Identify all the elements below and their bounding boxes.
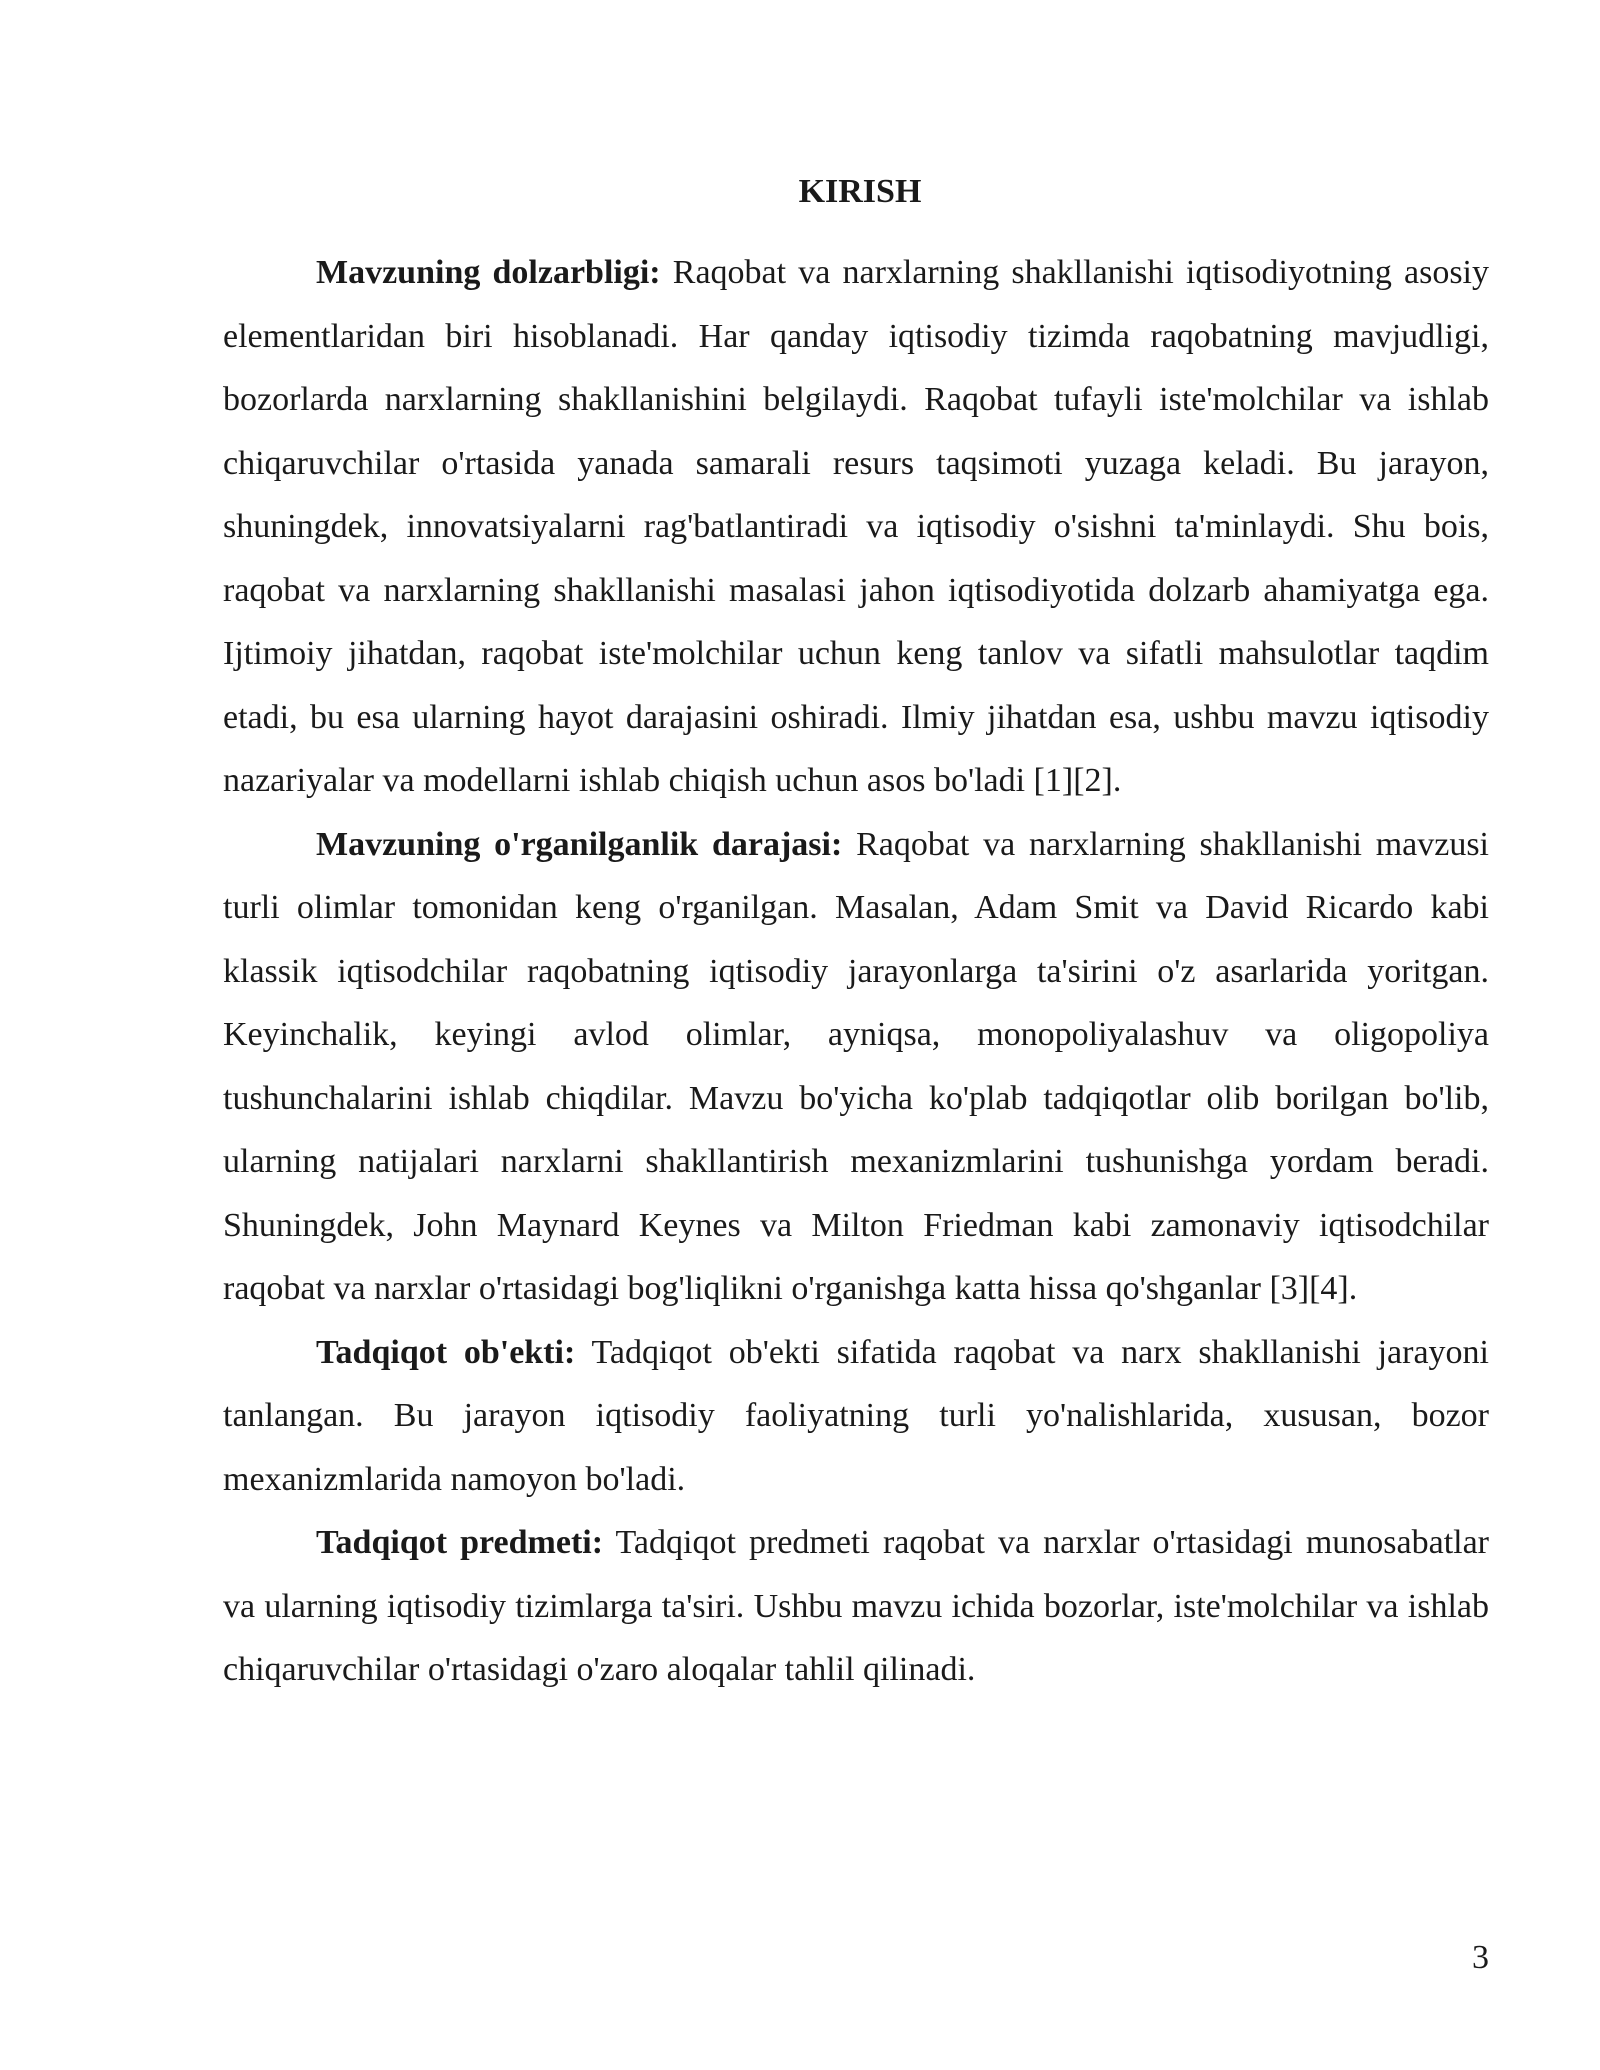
paragraph-relevance <box>223 241 1489 813</box>
paragraph-lead: Mavzuning dolzarbligi: <box>316 254 661 291</box>
paragraph-lead: Tadqiqot predmeti: <box>316 1524 604 1561</box>
paragraph-text: Tadqiqot predmeti raqobat va narxlar o'rtasidagi munosabatlar va ularning iqtisodiy tizimlarga ta'siri. Ushbu mavzu ichida bozorlar, iste'molchilar va ishlab chiqaruvchilar o'rtasidagi o'zaro aloqalar tahlil qilinadi. <box>223 1524 1489 1688</box>
paragraph-text: Raqobat va narxlarning shakllanishi mavzusi turli olimlar tomonidan keng o'rganilgan. Masalan, Adam Smit va David Ricardo kabi klassik iqtisodchilar raqobatning iqtisodiy jarayonlarga ta'sirini o'z asarlarida yoritgan. Keyinchalik, keyingi avlod olimlar, ayniqsa, monopoliyalashuv va oligopoliya tushunchalarini ishlab chiqdilar. Mavzu bo'yicha ko'plab tadqiqotlar olib borilgan bo'lib, ularning natijalari narxlarni shakllantirish mexanizmlarini tushunishga yordam beradi. Shuningdek, John Maynard Keynes va Milton Friedman kabi zamonaviy iqtisodchilar raqobat va narxlar o'rtasidagi bog'liqlikni o'rganishga katta hissa qo'shganlar [3][4]. <box>223 825 1490 1307</box>
paragraph-research-object <box>223 1321 1489 1512</box>
paragraph-text: Raqobat va narxlarning shakllanishi iqtisodiyotning asosiy elementlaridan biri hisoblanadi. Har qanday iqtisodiy tizimda raqobatning mavjudligi, bozorlarda narxlarning shakllanishini belgilaydi. Raqobat tufayli iste'molchilar va ishlab chiqaruvchilar o'rtasida yanada samarali resurs taqsimoti yuzaga keladi. Bu jarayon, shuningdek, innovatsiyalarni rag'batlantiradi va iqtisodiy o'sishni ta'minlaydi. Shu bois, raqobat va narxlarning shakllanishi masalasi jahon iqtisodiyotida dolzarb ahamiyatga ega. Ijtimoiy jihatdan, raqobat iste'molchilar uchun keng tanlov va sifatli mahsulotlar taqdim etadi, bu esa ularning hayot darajasini oshiradi. Ilmiy jihatdan esa, ushbu mavzu iqtisodiy nazariyalar va modellarni ishlab chiqish uchun asos bo'ladi [1][2]. <box>223 254 1489 799</box>
paragraph-lead: Tadqiqot ob'ekti: <box>316 1333 576 1371</box>
paragraph-lead: Mavzuning o'rganilganlik darajasi: <box>316 825 843 863</box>
paragraph-research-subject <box>223 1511 1489 1702</box>
paragraph-study-level <box>223 813 1489 1321</box>
page-title: KIRISH <box>798 172 922 210</box>
body-text <box>223 241 1489 1702</box>
paragraph-text: Tadqiqot ob'ekti sifatida raqobat va narx shakllanishi jarayoni tanlangan. Bu jarayon iqtisodiy faoliyatning turli yo'nalishlarida, xususan, bozor mexanizmlarida namoyon bo'ladi. <box>223 1333 1490 1498</box>
page-number: 3 <box>1472 1939 1489 1976</box>
